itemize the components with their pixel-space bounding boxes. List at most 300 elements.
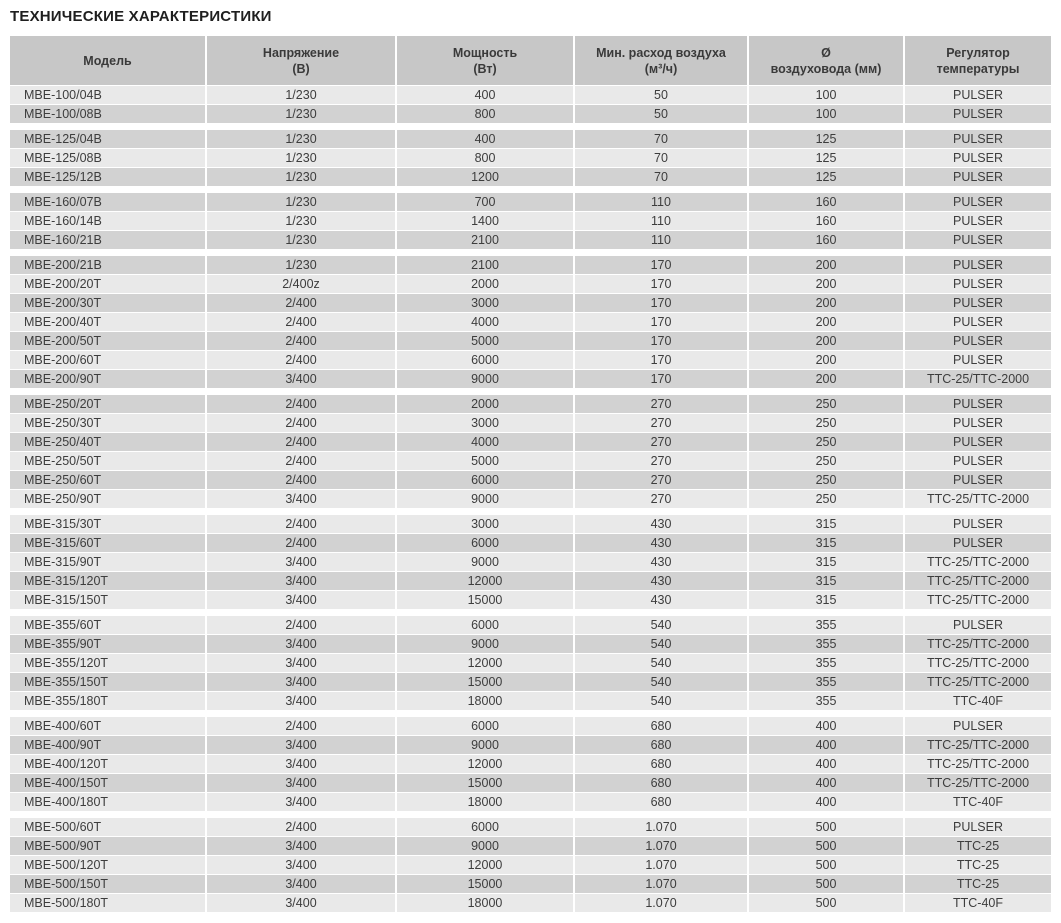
column-header-line1: Напряжение bbox=[262, 45, 340, 60]
cell-model: MBE-315/60T bbox=[10, 534, 205, 552]
table-row bbox=[10, 856, 1051, 874]
cell-duct: 200 bbox=[749, 313, 903, 331]
cell-duct: 315 bbox=[749, 572, 903, 590]
table-row bbox=[10, 370, 1051, 388]
cell-duct: 200 bbox=[749, 332, 903, 350]
cell-duct: 400 bbox=[749, 793, 903, 811]
cell-voltage: 3/400 bbox=[207, 856, 395, 874]
cell-duct: 200 bbox=[749, 256, 903, 274]
cell-duct: 250 bbox=[749, 452, 903, 470]
column-header-line1: Ø bbox=[821, 45, 831, 60]
table-row bbox=[10, 452, 1051, 470]
cell-model: MBE-200/21B bbox=[10, 256, 205, 274]
column-header-line1: Мощность bbox=[452, 45, 518, 60]
table-row bbox=[10, 86, 1051, 104]
table-row bbox=[10, 212, 1051, 230]
column-header-line2: (В) bbox=[292, 61, 310, 76]
cell-power: 15000 bbox=[397, 673, 573, 691]
cell-regulator: TTC-25/TTC-2000 bbox=[905, 774, 1051, 792]
cell-voltage: 1/230 bbox=[207, 86, 395, 104]
cell-model: MBE-315/30T bbox=[10, 515, 205, 533]
cell-voltage: 2/400 bbox=[207, 332, 395, 350]
cell-model: MBE-315/150T bbox=[10, 591, 205, 609]
cell-duct: 200 bbox=[749, 294, 903, 312]
column-header-line1: Регулятор bbox=[946, 45, 1010, 60]
column-header-line2: температуры bbox=[936, 61, 1020, 76]
table-row bbox=[10, 433, 1051, 451]
cell-power: 6000 bbox=[397, 351, 573, 369]
cell-regulator: TTC-25/TTC-2000 bbox=[905, 370, 1051, 388]
cell-regulator: TTC-40F bbox=[905, 692, 1051, 710]
cell-power: 9000 bbox=[397, 736, 573, 754]
cell-model: MBE-100/04B bbox=[10, 86, 205, 104]
table-row bbox=[10, 149, 1051, 167]
cell-voltage: 2/400 bbox=[207, 717, 395, 735]
cell-voltage: 2/400 bbox=[207, 818, 395, 836]
cell-power: 12000 bbox=[397, 755, 573, 773]
cell-voltage: 3/400 bbox=[207, 875, 395, 893]
cell-model: MBE-250/40T bbox=[10, 433, 205, 451]
cell-voltage: 2/400 bbox=[207, 351, 395, 369]
cell-airflow: 170 bbox=[575, 256, 747, 274]
cell-regulator: PULSER bbox=[905, 105, 1051, 123]
cell-duct: 160 bbox=[749, 212, 903, 230]
cell-model: MBE-200/30T bbox=[10, 294, 205, 312]
cell-voltage: 3/400 bbox=[207, 635, 395, 653]
cell-airflow: 70 bbox=[575, 130, 747, 148]
cell-regulator: TTC-25/TTC-2000 bbox=[905, 755, 1051, 773]
cell-model: MBE-160/21B bbox=[10, 231, 205, 249]
cell-regulator: TTC-25/TTC-2000 bbox=[905, 591, 1051, 609]
cell-duct: 315 bbox=[749, 591, 903, 609]
page-title: ТЕХНИЧЕСКИЕ ХАРАКТЕРИСТИКИ bbox=[10, 8, 272, 25]
cell-voltage: 2/400 bbox=[207, 395, 395, 413]
cell-voltage: 3/400 bbox=[207, 654, 395, 672]
cell-power: 9000 bbox=[397, 490, 573, 508]
cell-voltage: 1/230 bbox=[207, 168, 395, 186]
cell-power: 9000 bbox=[397, 553, 573, 571]
table-row bbox=[10, 755, 1051, 773]
cell-duct: 250 bbox=[749, 395, 903, 413]
cell-regulator: TTC-25/TTC-2000 bbox=[905, 635, 1051, 653]
cell-model: MBE-200/40T bbox=[10, 313, 205, 331]
cell-duct: 355 bbox=[749, 635, 903, 653]
cell-power: 6000 bbox=[397, 818, 573, 836]
cell-model: MBE-400/120T bbox=[10, 755, 205, 773]
cell-voltage: 2/400 bbox=[207, 414, 395, 432]
cell-model: MBE-250/30T bbox=[10, 414, 205, 432]
cell-duct: 250 bbox=[749, 490, 903, 508]
cell-voltage: 2/400 bbox=[207, 313, 395, 331]
cell-airflow: 50 bbox=[575, 105, 747, 123]
cell-model: MBE-200/60T bbox=[10, 351, 205, 369]
column-header-airflow bbox=[575, 36, 747, 85]
cell-model: MBE-315/120T bbox=[10, 572, 205, 590]
cell-power: 9000 bbox=[397, 370, 573, 388]
cell-airflow: 1.070 bbox=[575, 837, 747, 855]
cell-regulator: TTC-40F bbox=[905, 793, 1051, 811]
cell-regulator: PULSER bbox=[905, 515, 1051, 533]
cell-duct: 160 bbox=[749, 231, 903, 249]
cell-regulator: PULSER bbox=[905, 168, 1051, 186]
cell-model: MBE-500/60T bbox=[10, 818, 205, 836]
cell-model: MBE-500/90T bbox=[10, 837, 205, 855]
cell-airflow: 430 bbox=[575, 515, 747, 533]
cell-airflow: 170 bbox=[575, 351, 747, 369]
cell-regulator: PULSER bbox=[905, 616, 1051, 634]
cell-regulator: PULSER bbox=[905, 433, 1051, 451]
cell-power: 12000 bbox=[397, 654, 573, 672]
cell-duct: 315 bbox=[749, 553, 903, 571]
cell-voltage: 2/400 bbox=[207, 452, 395, 470]
cell-regulator: PULSER bbox=[905, 193, 1051, 211]
cell-airflow: 680 bbox=[575, 736, 747, 754]
table-row bbox=[10, 774, 1051, 792]
table-row bbox=[10, 294, 1051, 312]
cell-duct: 500 bbox=[749, 894, 903, 912]
column-header-line2: воздуховода (мм) bbox=[770, 61, 882, 76]
cell-power: 9000 bbox=[397, 635, 573, 653]
table-row bbox=[10, 591, 1051, 609]
cell-power: 2000 bbox=[397, 275, 573, 293]
cell-power: 1200 bbox=[397, 168, 573, 186]
cell-power: 18000 bbox=[397, 894, 573, 912]
cell-airflow: 110 bbox=[575, 193, 747, 211]
table-row bbox=[10, 616, 1051, 634]
cell-model: MBE-250/90T bbox=[10, 490, 205, 508]
table-row bbox=[10, 490, 1051, 508]
cell-model: MBE-200/50T bbox=[10, 332, 205, 350]
cell-voltage: 2/400 bbox=[207, 534, 395, 552]
cell-airflow: 170 bbox=[575, 275, 747, 293]
cell-power: 3000 bbox=[397, 515, 573, 533]
cell-regulator: PULSER bbox=[905, 149, 1051, 167]
cell-duct: 200 bbox=[749, 370, 903, 388]
column-header-regulator bbox=[905, 36, 1051, 85]
cell-model: MBE-400/180T bbox=[10, 793, 205, 811]
cell-airflow: 680 bbox=[575, 793, 747, 811]
cell-voltage: 1/230 bbox=[207, 149, 395, 167]
cell-power: 2100 bbox=[397, 256, 573, 274]
cell-duct: 100 bbox=[749, 105, 903, 123]
cell-airflow: 170 bbox=[575, 370, 747, 388]
cell-airflow: 430 bbox=[575, 534, 747, 552]
table-row bbox=[10, 193, 1051, 211]
cell-duct: 315 bbox=[749, 534, 903, 552]
cell-duct: 500 bbox=[749, 856, 903, 874]
cell-model: MBE-125/08B bbox=[10, 149, 205, 167]
cell-model: MBE-500/180T bbox=[10, 894, 205, 912]
cell-model: MBE-200/20T bbox=[10, 275, 205, 293]
cell-regulator: TTC-25 bbox=[905, 837, 1051, 855]
cell-airflow: 680 bbox=[575, 717, 747, 735]
table-row bbox=[10, 793, 1051, 811]
cell-airflow: 430 bbox=[575, 553, 747, 571]
cell-duct: 200 bbox=[749, 351, 903, 369]
cell-power: 3000 bbox=[397, 414, 573, 432]
cell-duct: 400 bbox=[749, 755, 903, 773]
cell-power: 5000 bbox=[397, 452, 573, 470]
cell-voltage: 3/400 bbox=[207, 736, 395, 754]
cell-voltage: 2/400 bbox=[207, 515, 395, 533]
cell-regulator: PULSER bbox=[905, 818, 1051, 836]
table-row bbox=[10, 837, 1051, 855]
cell-airflow: 540 bbox=[575, 673, 747, 691]
table-row bbox=[10, 534, 1051, 552]
cell-regulator: PULSER bbox=[905, 130, 1051, 148]
cell-model: MBE-400/150T bbox=[10, 774, 205, 792]
cell-regulator: PULSER bbox=[905, 294, 1051, 312]
cell-model: MBE-160/07B bbox=[10, 193, 205, 211]
cell-airflow: 170 bbox=[575, 313, 747, 331]
table-row bbox=[10, 256, 1051, 274]
cell-power: 12000 bbox=[397, 572, 573, 590]
cell-power: 15000 bbox=[397, 875, 573, 893]
cell-voltage: 3/400 bbox=[207, 572, 395, 590]
cell-regulator: TTC-25/TTC-2000 bbox=[905, 673, 1051, 691]
table-row bbox=[10, 351, 1051, 369]
cell-power: 6000 bbox=[397, 534, 573, 552]
cell-airflow: 270 bbox=[575, 395, 747, 413]
cell-regulator: TTC-25/TTC-2000 bbox=[905, 736, 1051, 754]
column-header-line2: (м³/ч) bbox=[644, 61, 678, 76]
cell-model: MBE-355/150T bbox=[10, 673, 205, 691]
table-row bbox=[10, 414, 1051, 432]
table-row bbox=[10, 717, 1051, 735]
table-row bbox=[10, 894, 1051, 912]
table-row bbox=[10, 553, 1051, 571]
cell-model: MBE-400/60T bbox=[10, 717, 205, 735]
cell-voltage: 2/400z bbox=[207, 275, 395, 293]
cell-duct: 355 bbox=[749, 654, 903, 672]
cell-regulator: TTC-25 bbox=[905, 875, 1051, 893]
cell-airflow: 430 bbox=[575, 591, 747, 609]
cell-regulator: TTC-40F bbox=[905, 894, 1051, 912]
cell-airflow: 270 bbox=[575, 452, 747, 470]
cell-model: MBE-200/90T bbox=[10, 370, 205, 388]
cell-power: 9000 bbox=[397, 837, 573, 855]
cell-duct: 500 bbox=[749, 818, 903, 836]
cell-power: 18000 bbox=[397, 692, 573, 710]
cell-voltage: 3/400 bbox=[207, 673, 395, 691]
cell-power: 4000 bbox=[397, 433, 573, 451]
cell-voltage: 3/400 bbox=[207, 490, 395, 508]
cell-regulator: PULSER bbox=[905, 414, 1051, 432]
cell-airflow: 110 bbox=[575, 212, 747, 230]
cell-model: MBE-500/120T bbox=[10, 856, 205, 874]
cell-airflow: 1.070 bbox=[575, 875, 747, 893]
cell-regulator: PULSER bbox=[905, 86, 1051, 104]
cell-model: MBE-355/120T bbox=[10, 654, 205, 672]
cell-duct: 400 bbox=[749, 736, 903, 754]
cell-airflow: 270 bbox=[575, 433, 747, 451]
cell-regulator: PULSER bbox=[905, 471, 1051, 489]
cell-voltage: 1/230 bbox=[207, 256, 395, 274]
cell-regulator: PULSER bbox=[905, 231, 1051, 249]
cell-power: 15000 bbox=[397, 591, 573, 609]
cell-power: 1400 bbox=[397, 212, 573, 230]
cell-airflow: 540 bbox=[575, 635, 747, 653]
column-header-line1: Мин. расход воздуха bbox=[596, 45, 726, 60]
cell-regulator: PULSER bbox=[905, 452, 1051, 470]
cell-voltage: 3/400 bbox=[207, 591, 395, 609]
cell-airflow: 680 bbox=[575, 755, 747, 773]
cell-voltage: 1/230 bbox=[207, 130, 395, 148]
cell-power: 6000 bbox=[397, 616, 573, 634]
table-row bbox=[10, 654, 1051, 672]
cell-airflow: 70 bbox=[575, 168, 747, 186]
cell-duct: 125 bbox=[749, 168, 903, 186]
cell-power: 400 bbox=[397, 86, 573, 104]
table-row bbox=[10, 332, 1051, 350]
column-header-model bbox=[10, 36, 205, 85]
cell-power: 15000 bbox=[397, 774, 573, 792]
cell-duct: 125 bbox=[749, 130, 903, 148]
cell-model: MBE-250/60T bbox=[10, 471, 205, 489]
cell-regulator: PULSER bbox=[905, 313, 1051, 331]
table-row bbox=[10, 673, 1051, 691]
cell-duct: 315 bbox=[749, 515, 903, 533]
table-row bbox=[10, 635, 1051, 653]
table-row bbox=[10, 275, 1051, 293]
cell-power: 4000 bbox=[397, 313, 573, 331]
cell-voltage: 2/400 bbox=[207, 616, 395, 634]
table-row bbox=[10, 818, 1051, 836]
cell-voltage: 3/400 bbox=[207, 774, 395, 792]
table-row bbox=[10, 231, 1051, 249]
cell-airflow: 540 bbox=[575, 616, 747, 634]
cell-duct: 250 bbox=[749, 471, 903, 489]
cell-airflow: 270 bbox=[575, 490, 747, 508]
cell-power: 2000 bbox=[397, 395, 573, 413]
cell-regulator: PULSER bbox=[905, 717, 1051, 735]
cell-voltage: 3/400 bbox=[207, 793, 395, 811]
cell-airflow: 270 bbox=[575, 414, 747, 432]
cell-power: 800 bbox=[397, 149, 573, 167]
cell-duct: 400 bbox=[749, 717, 903, 735]
cell-voltage: 3/400 bbox=[207, 692, 395, 710]
cell-regulator: TTC-25/TTC-2000 bbox=[905, 490, 1051, 508]
cell-power: 18000 bbox=[397, 793, 573, 811]
cell-voltage: 1/230 bbox=[207, 193, 395, 211]
cell-airflow: 1.070 bbox=[575, 894, 747, 912]
table-row bbox=[10, 105, 1051, 123]
cell-voltage: 1/230 bbox=[207, 212, 395, 230]
cell-duct: 355 bbox=[749, 616, 903, 634]
cell-duct: 250 bbox=[749, 414, 903, 432]
cell-airflow: 170 bbox=[575, 294, 747, 312]
table-row bbox=[10, 395, 1051, 413]
cell-regulator: PULSER bbox=[905, 275, 1051, 293]
cell-power: 400 bbox=[397, 130, 573, 148]
table-row bbox=[10, 130, 1051, 148]
cell-voltage: 3/400 bbox=[207, 755, 395, 773]
cell-model: MBE-160/14B bbox=[10, 212, 205, 230]
cell-duct: 125 bbox=[749, 149, 903, 167]
table-body bbox=[10, 86, 1051, 912]
cell-voltage: 1/230 bbox=[207, 231, 395, 249]
cell-airflow: 170 bbox=[575, 332, 747, 350]
cell-duct: 500 bbox=[749, 837, 903, 855]
cell-voltage: 2/400 bbox=[207, 433, 395, 451]
table-row bbox=[10, 515, 1051, 533]
cell-model: MBE-355/180T bbox=[10, 692, 205, 710]
cell-model: MBE-125/04B bbox=[10, 130, 205, 148]
cell-regulator: PULSER bbox=[905, 332, 1051, 350]
cell-power: 700 bbox=[397, 193, 573, 211]
cell-duct: 355 bbox=[749, 673, 903, 691]
cell-power: 2100 bbox=[397, 231, 573, 249]
cell-airflow: 50 bbox=[575, 86, 747, 104]
cell-duct: 160 bbox=[749, 193, 903, 211]
cell-model: MBE-355/60T bbox=[10, 616, 205, 634]
table-row bbox=[10, 692, 1051, 710]
cell-voltage: 1/230 bbox=[207, 105, 395, 123]
cell-model: MBE-250/50T bbox=[10, 452, 205, 470]
cell-power: 3000 bbox=[397, 294, 573, 312]
cell-voltage: 3/400 bbox=[207, 553, 395, 571]
table-row bbox=[10, 313, 1051, 331]
cell-model: MBE-125/12B bbox=[10, 168, 205, 186]
cell-regulator: TTC-25/TTC-2000 bbox=[905, 654, 1051, 672]
cell-duct: 500 bbox=[749, 875, 903, 893]
cell-model: MBE-315/90T bbox=[10, 553, 205, 571]
cell-power: 6000 bbox=[397, 471, 573, 489]
cell-voltage: 3/400 bbox=[207, 894, 395, 912]
cell-model: MBE-500/150T bbox=[10, 875, 205, 893]
table-row bbox=[10, 572, 1051, 590]
cell-power: 800 bbox=[397, 105, 573, 123]
cell-model: MBE-250/20T bbox=[10, 395, 205, 413]
cell-power: 6000 bbox=[397, 717, 573, 735]
table-header-row bbox=[10, 36, 1051, 85]
cell-model: MBE-355/90T bbox=[10, 635, 205, 653]
cell-airflow: 1.070 bbox=[575, 856, 747, 874]
cell-duct: 100 bbox=[749, 86, 903, 104]
column-header-power bbox=[397, 36, 573, 85]
cell-voltage: 2/400 bbox=[207, 294, 395, 312]
cell-model: MBE-100/08B bbox=[10, 105, 205, 123]
cell-airflow: 270 bbox=[575, 471, 747, 489]
cell-airflow: 1.070 bbox=[575, 818, 747, 836]
cell-power: 12000 bbox=[397, 856, 573, 874]
table-row bbox=[10, 168, 1051, 186]
cell-voltage: 3/400 bbox=[207, 837, 395, 855]
cell-regulator: PULSER bbox=[905, 256, 1051, 274]
specs-table bbox=[10, 36, 1051, 912]
column-header-voltage bbox=[207, 36, 395, 85]
cell-voltage: 2/400 bbox=[207, 471, 395, 489]
cell-duct: 200 bbox=[749, 275, 903, 293]
cell-duct: 355 bbox=[749, 692, 903, 710]
cell-regulator: PULSER bbox=[905, 351, 1051, 369]
cell-regulator: PULSER bbox=[905, 395, 1051, 413]
table-row bbox=[10, 736, 1051, 754]
column-header-duct bbox=[749, 36, 903, 85]
cell-power: 5000 bbox=[397, 332, 573, 350]
cell-regulator: PULSER bbox=[905, 534, 1051, 552]
table-row bbox=[10, 875, 1051, 893]
cell-airflow: 110 bbox=[575, 231, 747, 249]
cell-airflow: 430 bbox=[575, 572, 747, 590]
cell-regulator: TTC-25/TTC-2000 bbox=[905, 553, 1051, 571]
cell-regulator: PULSER bbox=[905, 212, 1051, 230]
cell-duct: 400 bbox=[749, 774, 903, 792]
cell-duct: 250 bbox=[749, 433, 903, 451]
cell-regulator: TTC-25 bbox=[905, 856, 1051, 874]
cell-regulator: TTC-25/TTC-2000 bbox=[905, 572, 1051, 590]
column-header-line2: (Вт) bbox=[473, 61, 497, 76]
